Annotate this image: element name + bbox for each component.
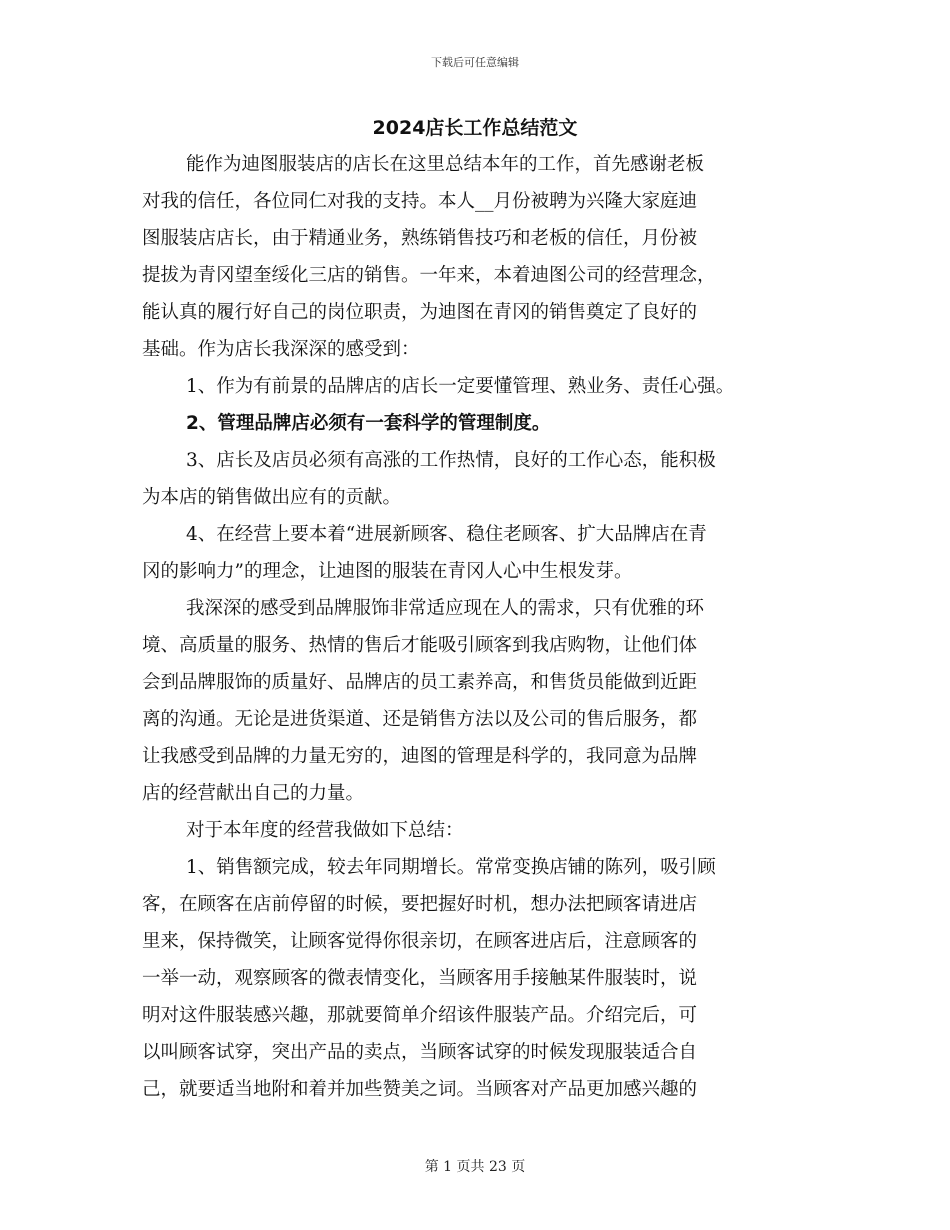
text-line: 1、销售额完成，较去年同期增长。常常变换店铺的陈列，吸引顾 [186,857,716,878]
text-line: 4、在经营上要本着“进展新顾客、稳住老顾客、扩大品牌店在青 [186,524,707,545]
text-line: 会到品牌服饰的质量好、品牌店的员工素养高，和售货员能做到近距 [142,672,698,693]
text-line: 里来，保持微笑，让顾客觉得你很亲切，在顾客进店后，注意顾客的 [142,931,698,952]
text-line: 提拔为青冈望奎绥化三店的销售。一年来，本着迪图公司的经营理念， [142,265,716,286]
text-line: 对我的信任，各位同仁对我的支持。本人__月份被聘为兴隆大家庭迪 [142,191,698,212]
text-line: 我深深的感受到品牌服饰非常适应现在人的需求，只有优雅的环 [186,598,705,619]
text-line: 对于本年度的经营我做如下总结： [186,820,464,841]
text-line: 为本店的销售做出应有的贡献。 [142,487,402,508]
text-line: 1、作为有前景的品牌店的店长一定要懂管理、熟业务、责任心强。 [186,376,735,397]
text-line: 明对这件服装感兴趣，那就要简单介绍该件服装产品。介绍完后，可 [142,1005,698,1026]
text-line: 2、管理品牌店必须有一套科学的管理制度。 [186,413,551,434]
text-line: 冈的影响力”的理念，让迪图的服装在青冈人心中生根发芽。 [142,561,633,582]
text-line: 3、店长及店员必须有高涨的工作热情，良好的工作心态，能积极 [186,450,716,471]
text-line: 离的沟通。无论是进货渠道、还是销售方法以及公司的售后服务，都 [142,709,698,730]
text-line: 一举一动，观察顾客的微表情变化，当顾客用手接触某件服装时，说 [142,968,698,989]
page-footer: 第 1 页共 23 页 [424,1159,526,1175]
document-title: 2024店长工作总结范文 [372,117,578,139]
text-line: 客，在顾客在店前停留的时候，要把握好时机，想办法把顾客请进店 [142,894,698,915]
document-body [142,146,822,1108]
text-line: 境、高质量的服务、热情的售后才能吸引顾客到我店购物，让他们体 [142,635,698,656]
text-line: 让我感受到品牌的力量无穷的，迪图的管理是科学的，我同意为品牌 [142,746,698,767]
text-line: 以叫顾客试穿，突出产品的卖点，当顾客试穿的时候发现服装适合自 [142,1042,698,1063]
text-line: 能认真的履行好自己的岗位职责，为迪图在青冈的销售奠定了良好的 [142,302,698,323]
text-line: 能作为迪图服装店的店长在这里总结本年的工作，首先感谢老板 [186,154,705,175]
text-line: 店的经营献出自己的力量。 [142,783,365,804]
text-line: 基础。作为店长我深深的感受到： [142,339,420,360]
page-header: 下载后可任意编辑 [431,56,519,69]
text-line: 己，就要适当地附和着并加些赞美之词。当顾客对产品更加感兴趣的 [142,1079,698,1100]
text-line: 图服装店店长，由于精通业务，熟练销售技巧和老板的信任，月份被 [142,228,698,249]
